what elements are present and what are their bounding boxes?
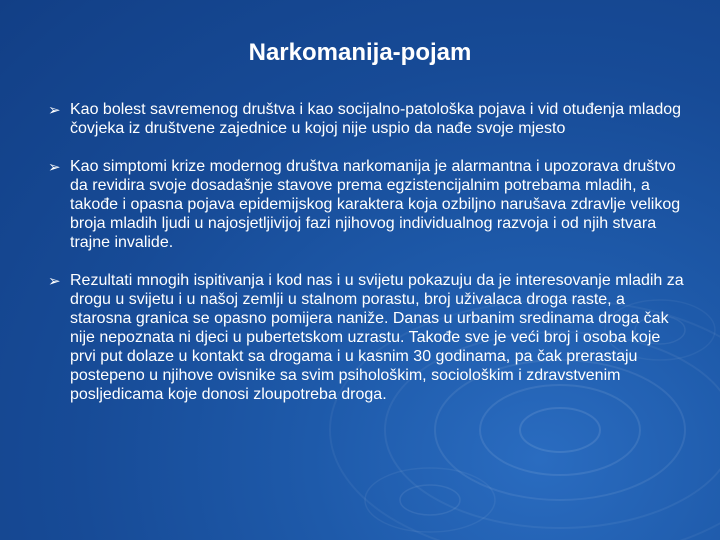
arrowhead-bullet-icon: ➢ [48,102,61,119]
arrowhead-bullet-icon: ➢ [48,159,61,176]
bullet-text: Kao bolest savremenog društva i kao socijalno-patološka pojava i vid otuđenja mladog čovjeka iz društvene zajednice u kojoj nije uspio da nađe svoje mjesto [70,101,682,137]
arrowhead-bullet-icon: ➢ [48,273,61,290]
bullet-item [48,271,688,404]
bullet-text: Rezultati mnogih ispitivanja i kod nas i u svijetu pokazuju da je interesovanje mladih za drogu u svijetu i u našoj zemlji u stalnom porastu, broj uživalaca droga raste, a starosna granica se opasno pomijera naniže. Danas u urbanim sredinama droga čak nije nepoznata ni djeci u pubertetskom uzrastu. Takođe sve je veći broj i osoba koje prvi put dolaze u kontakt sa drogama i u kasnim 30 godinama, pa čak prerastaju postepeno u njihove ovisnike sa svim psihološkim, sociološkim i zdravstvenim posljedicama koje donosi zloupotreba droga. [70,272,684,403]
slide-title: Narkomanija-pojam [248,39,472,66]
bullet-item [48,157,688,252]
bullet-text: Kao simptomi krize modernog društva narkomanija je alarmantna i upozorava društvo da revidira svoje dosadašnje stavove prema egzistencijalnim potrebama mladih, a takođe i opasna pojava epidemijskog karaktera koja ozbiljno narušava zdravlje velikog broja mladih ljudi u najosjetljivijoj fazi njihovog individualnog razvoja i od njih stvara trajne invalide. [70,158,681,251]
bullet-list [48,100,688,423]
bullet-item [48,100,688,138]
